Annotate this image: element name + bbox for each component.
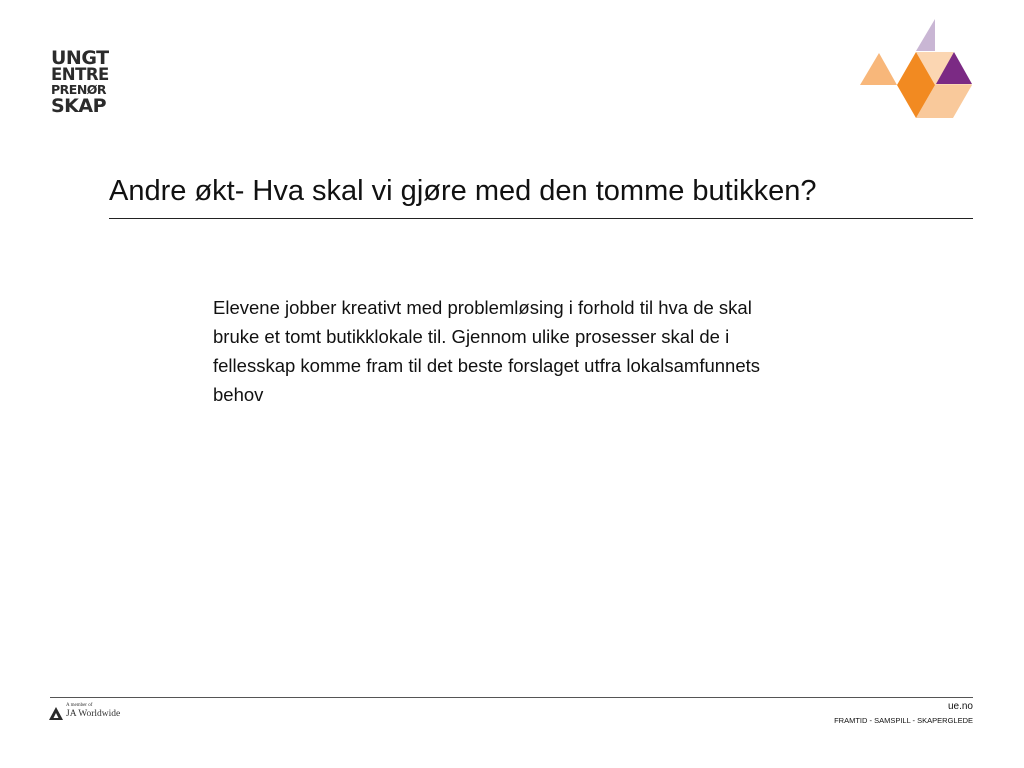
ja-member-label: A member of [66, 703, 93, 708]
title-divider [109, 218, 973, 219]
ja-organization-name: JA Worldwide [66, 709, 121, 719]
slide-title: Andre økt- Hva skal vi gjøre med den tomme butikken? [109, 175, 817, 207]
ja-triangle-icon [49, 707, 63, 720]
ja-worldwide-logo [49, 703, 120, 723]
triangle-cluster-graphic [856, 16, 976, 120]
logo-line-4: SKAP [51, 95, 107, 117]
logo-line-2: ENTRE [51, 65, 109, 84]
footer-slogan: FRAMTID - SAMSPILL - SKAPERGLEDE [834, 716, 973, 725]
logo-line-3: PRENØR [51, 82, 107, 97]
lilac-triangle [916, 19, 935, 51]
ungt-entreprenorskap-logo [51, 47, 121, 117]
ja-worldwide-text [66, 703, 120, 719]
footer-divider [50, 697, 973, 698]
slide-body-text: Elevene jobber kreativt med problemløsing i forhold til hva de skal bruke et tomt butikklokale til. Gjennom ulike prosesser skal de i fellesskap komme fram til det beste forslaget utfra lokalsamfunnets behov [213, 297, 761, 405]
logo-line-1: UNGT [51, 47, 109, 69]
website-link[interactable]: ue.no [947, 701, 973, 712]
light-orange-triangle [860, 53, 897, 85]
